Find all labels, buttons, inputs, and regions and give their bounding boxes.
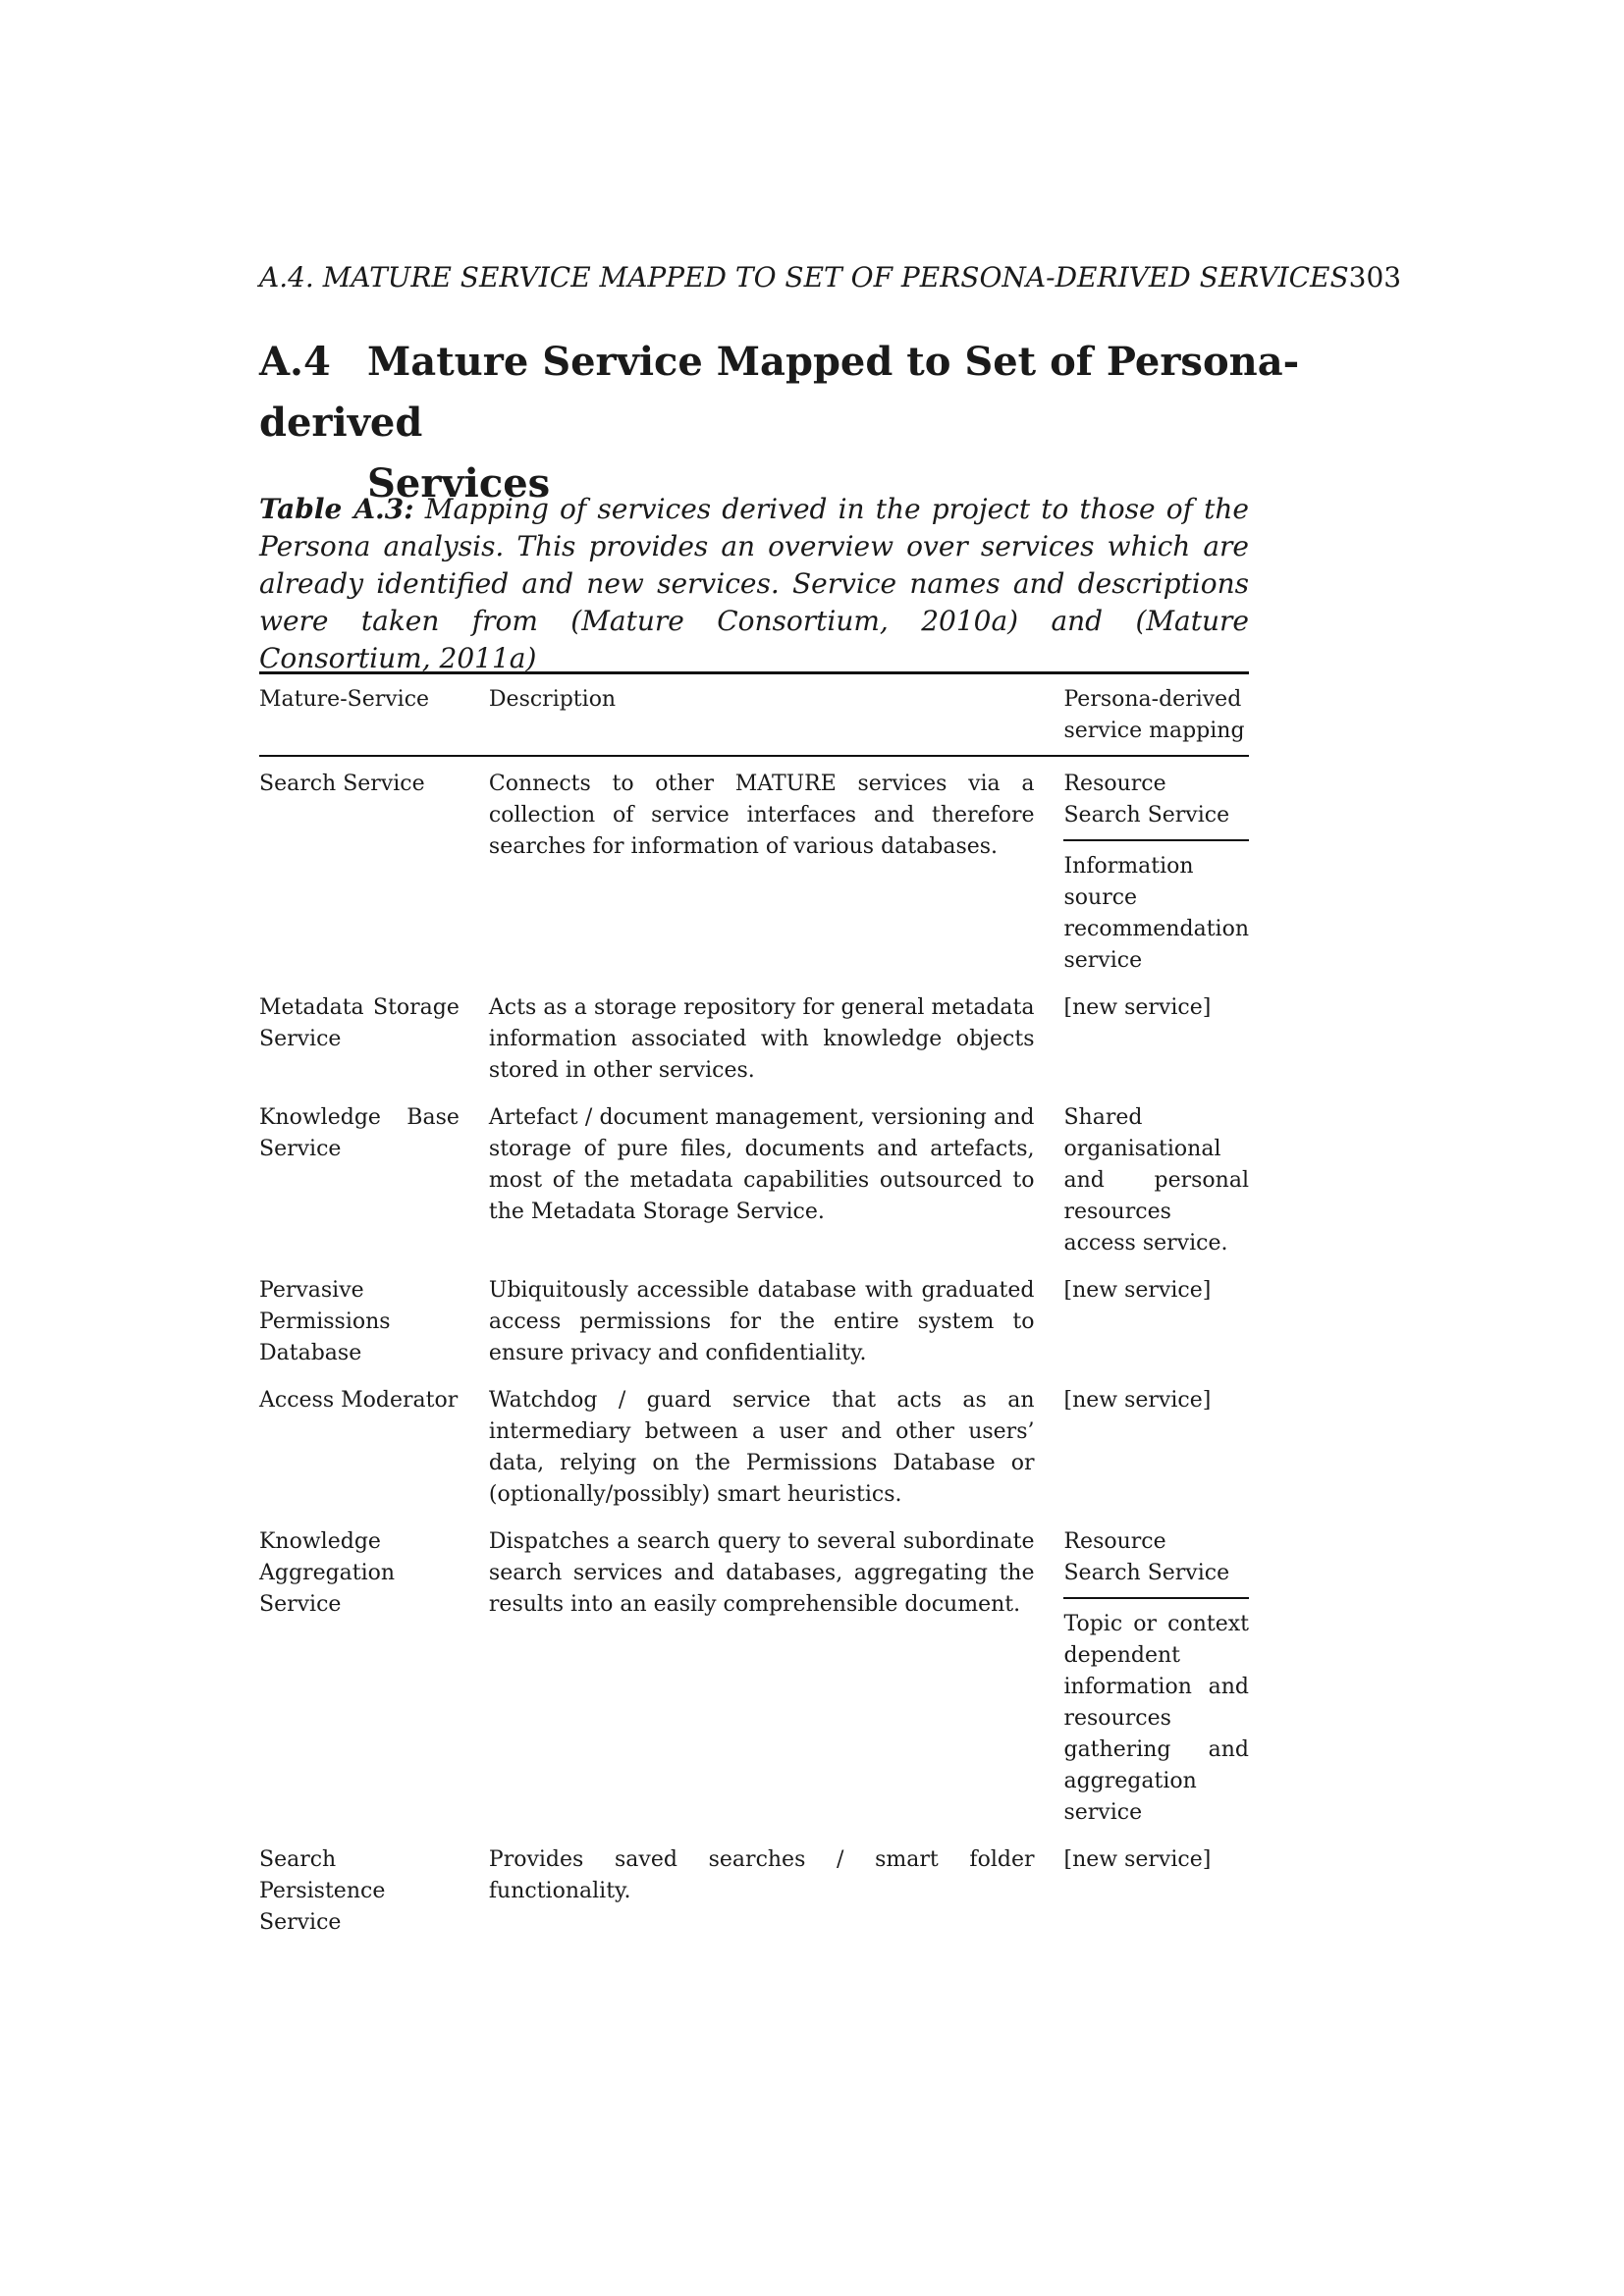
cell-mapping xyxy=(1063,1091,1249,1263)
section-title-line1: Mature Service Mapped to Set of Persona-derived xyxy=(259,339,1300,446)
cell-description: Ubiquitously accessible database with graduated access permissions for the entire system to ensure privacy and confidentiality. xyxy=(488,1278,1035,1365)
mapping-item: Resource Search Service xyxy=(1063,1529,1230,1585)
cell-description: Dispatches a search query to several subordinate search services and databases, aggregating the results into an easily comprehensible document. xyxy=(488,1529,1035,1617)
page-number: 303 xyxy=(1348,261,1402,294)
cell-description: Watchdog / guard service that acts as an intermediary between a user and other users’ data, relying on the Permissions Database or (optionally/possibly) smart heuristics. xyxy=(488,1388,1035,1507)
section-heading xyxy=(259,332,1339,514)
cell-service: Access Moderator xyxy=(259,1388,459,1413)
table-header-row xyxy=(259,673,1249,757)
caption-text: Mapping of services derived in the project to those of the Persona analysis. This provides an overview over services which are already identified and new services. Service names and descriptions were taken from (Mature Consortium, 2010a) and (Mature Consortium, 2011a) xyxy=(259,493,1249,674)
cell-service: Metadata Storage Service xyxy=(259,995,460,1051)
mapping-item: Shared organisational and personal resources access service. xyxy=(1063,1105,1249,1255)
cell-service: Search Persistence Service xyxy=(259,1847,386,1935)
header-description: Description xyxy=(488,687,617,712)
mapping-item: Topic or context dependent information and resources gathering and aggregation service xyxy=(1063,1597,1249,1829)
table-row xyxy=(259,1091,1249,1263)
running-head-title: A.4. MATURE SERVICE MAPPED TO SET OF PERSONA-DERIVED SERVICES xyxy=(259,261,1349,294)
mapping-item: Information source recommendation service xyxy=(1063,839,1249,977)
running-head xyxy=(259,261,1418,294)
mapping-item: [new service] xyxy=(1063,1278,1212,1303)
table-row xyxy=(259,1833,1249,1943)
cell-mapping xyxy=(1063,981,1249,1091)
cell-service: Pervasive Permissions Database xyxy=(259,1278,391,1365)
cell-service: Knowledge Aggregation Service xyxy=(259,1529,396,1617)
cell-service: Search Service xyxy=(259,772,425,796)
table-row xyxy=(259,981,1249,1091)
cell-description: Connects to other MATURE services via a collection of service interfaces and therefore searches for information of various databases. xyxy=(488,772,1035,859)
mapping-item: [new service] xyxy=(1063,995,1212,1020)
cell-mapping xyxy=(1063,756,1249,981)
cell-description: Provides saved searches / smart folder functionality. xyxy=(488,1847,1035,1903)
cell-mapping xyxy=(1063,1833,1249,1943)
header-persona-mapping: Persona-derived service mapping xyxy=(1063,687,1245,743)
section-title-line2: Services xyxy=(367,460,551,507)
cell-mapping xyxy=(1063,1263,1249,1373)
table-row xyxy=(259,756,1249,981)
table-caption xyxy=(259,491,1249,677)
cell-mapping xyxy=(1063,1373,1249,1515)
mapping-item: [new service] xyxy=(1063,1388,1212,1413)
table-row xyxy=(259,1515,1249,1833)
header-mature-service: Mature-Service xyxy=(259,687,430,712)
mapping-item: [new service] xyxy=(1063,1847,1212,1872)
section-number: A.4 xyxy=(259,339,331,385)
table-row xyxy=(259,1373,1249,1515)
caption-label: Table A.3: xyxy=(259,493,414,525)
cell-description: Artefact / document management, versioning and storage of pure files, documents and artefacts, most of the metadata capabilities outsourced to the Metadata Storage Service. xyxy=(488,1105,1035,1224)
table-row xyxy=(259,1263,1249,1373)
service-mapping-table xyxy=(259,671,1249,1943)
cell-description: Acts as a storage repository for general metadata information associated with knowledge objects stored in other services. xyxy=(488,995,1035,1083)
mapping-item: Resource Search Service xyxy=(1063,772,1230,828)
cell-mapping xyxy=(1063,1515,1249,1833)
cell-service: Knowledge Base Service xyxy=(259,1105,460,1161)
